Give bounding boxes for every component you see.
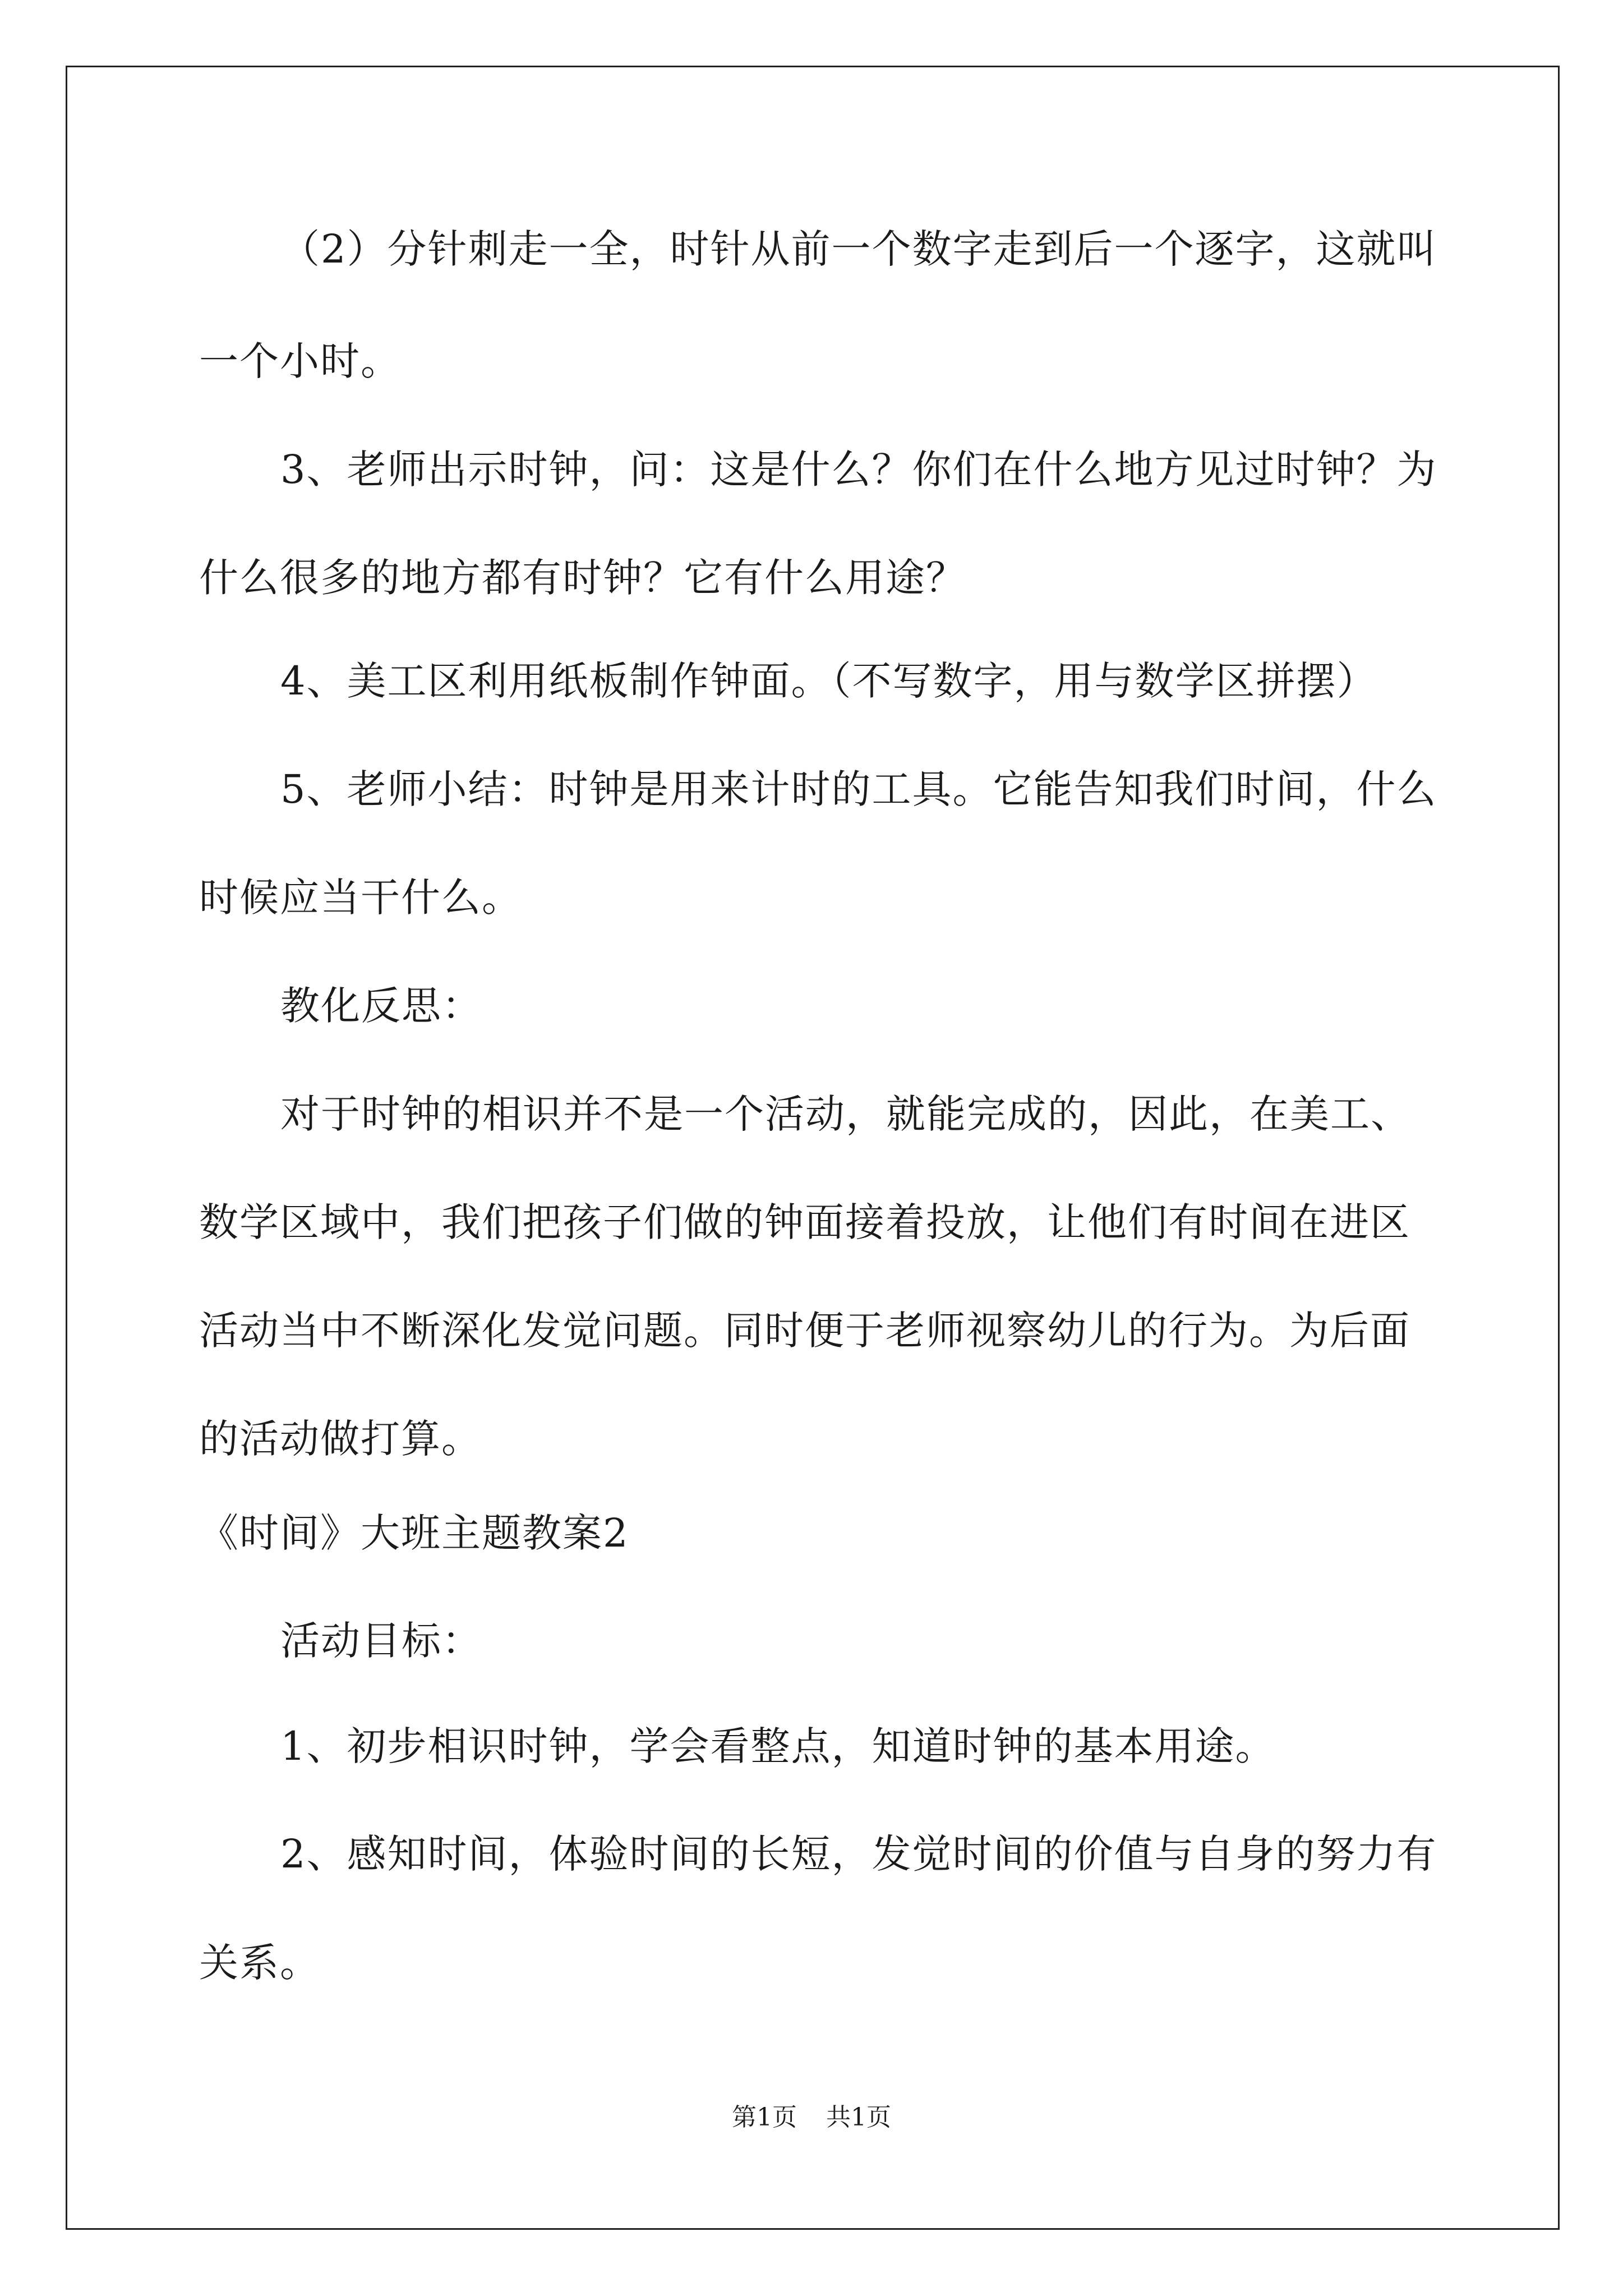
section-heading: 教化反思：	[280, 983, 482, 1029]
text-line: 4、美工区利用纸板制作钟面。（不写数字，用与数学区拼摆）	[280, 658, 1377, 704]
page-footer	[0, 2101, 1623, 2134]
text-line: 对于时钟的相识并不是一个活动，就能完成的，因此，在美工、	[280, 1091, 1411, 1137]
text-line: 时候应当干什么。	[199, 875, 522, 921]
document-title: 《时间》大班主题教案2	[199, 1510, 629, 1556]
text-line: 一个小时。	[199, 338, 401, 384]
text-line: 3、老师出示时钟，问：这是什么？你们在什么地方见过时钟？为	[280, 447, 1437, 493]
text-line: 什么很多的地方都有时钟？它有什么用途？	[199, 555, 966, 601]
text-line: 1、初步相识时钟，学会看整点，知道时钟的基本用途。	[280, 1723, 1276, 1769]
text-line: 数学区域中，我们把孩子们做的钟面接着投放，让他们有时间在进区	[199, 1199, 1410, 1245]
page-border	[66, 66, 1560, 2230]
page-number: 第1页	[732, 2103, 797, 2132]
text-line: 2、感知时间，体验时间的长短，发觉时间的价值与自身的努力有	[280, 1831, 1437, 1877]
text-line: 5、老师小结：时钟是用来计时的工具。它能告知我们时间，什么	[280, 766, 1437, 812]
text-line: 的活动做打算。	[199, 1416, 482, 1462]
text-line: 活动当中不断深化发觉问题。同时便于老师视察幼儿的行为。为后面	[199, 1308, 1410, 1354]
text-line: （2）分针刺走一全，时针从前一个数字走到后一个逐字，这就叫	[280, 226, 1437, 272]
section-heading: 活动目标：	[280, 1618, 482, 1664]
page-total: 共1页	[826, 2103, 891, 2132]
text-line: 关系。	[199, 1940, 320, 1986]
